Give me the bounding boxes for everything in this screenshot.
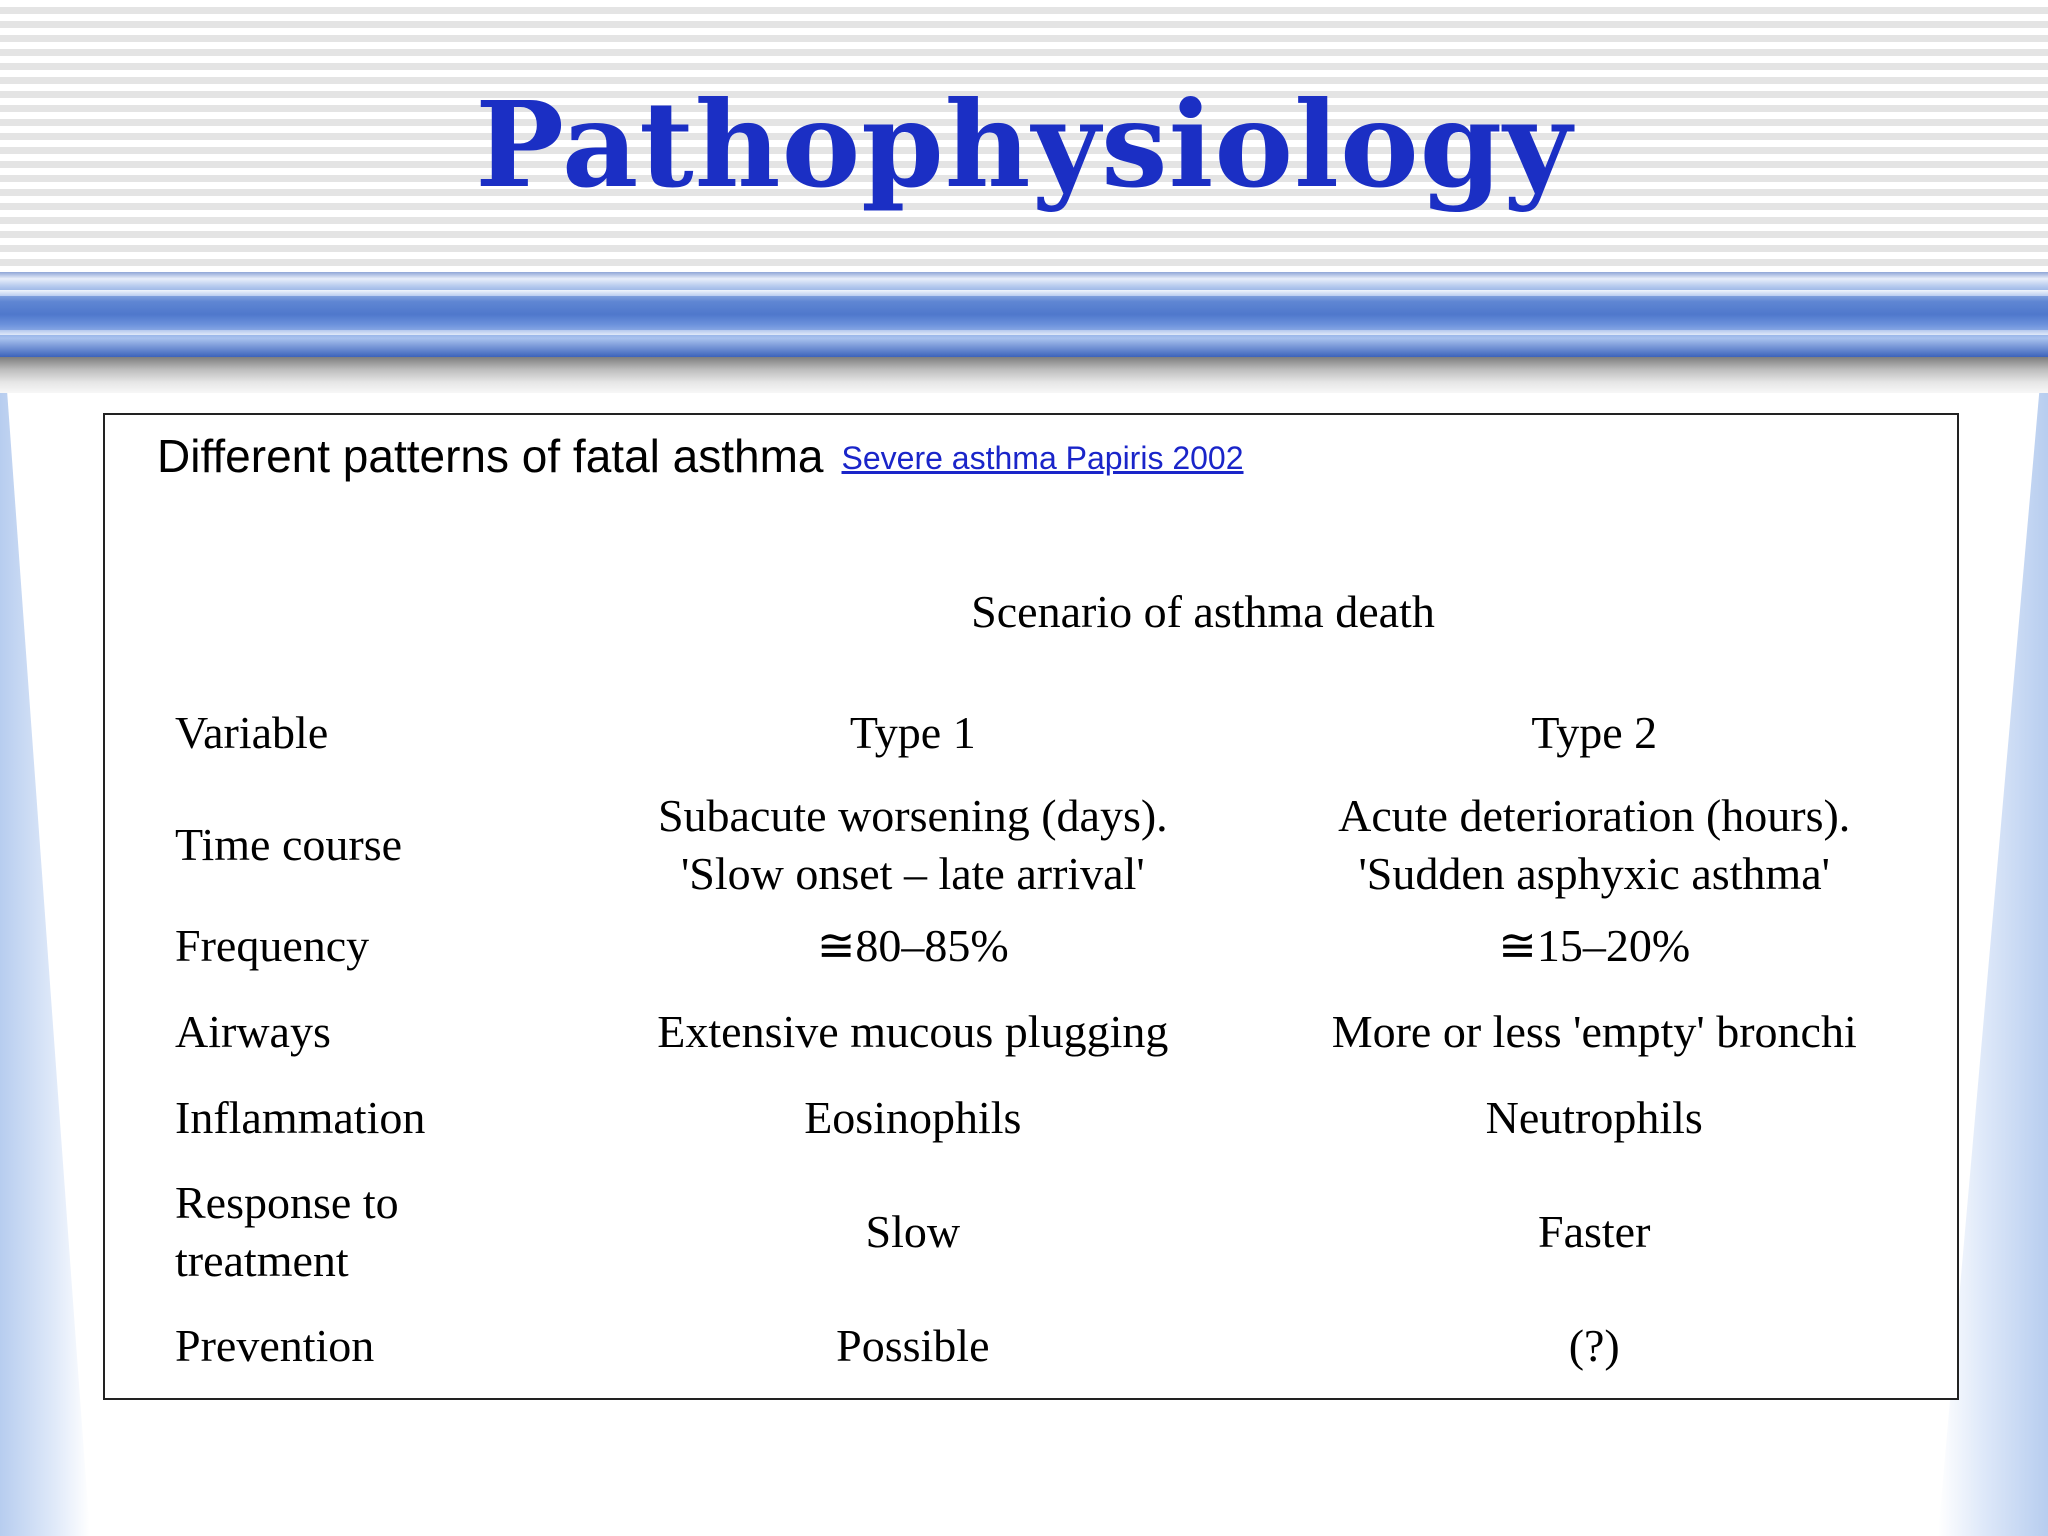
cell-line: treatment <box>175 1235 349 1286</box>
scenario-header: Scenario of asthma death <box>971 586 1435 637</box>
table-row-response <box>175 1161 1935 1303</box>
cell-line: Acute deterioration (hours). <box>1338 790 1851 841</box>
cell-variable <box>175 1161 572 1303</box>
cell-type2: ≅15–20% <box>1498 920 1691 971</box>
slide-title: Pathophysiology <box>475 75 1573 214</box>
header-blue-band <box>0 272 2048 357</box>
cell-type1: Extensive mucous plugging <box>657 1006 1169 1057</box>
cell-type2: (?) <box>1568 1320 1620 1371</box>
subtitle-row <box>157 429 1244 483</box>
table-row-inflammation <box>175 1075 1935 1161</box>
table-row-time-course <box>175 787 1935 903</box>
left-decorative-wedge <box>0 393 90 1536</box>
cell-line: Subacute worsening (days). <box>657 790 1168 841</box>
cell-type1 <box>572 787 1253 903</box>
cell-line: 'Slow onset – late arrival' <box>680 848 1145 899</box>
subtitle: Different patterns of fatal asthma <box>157 430 824 482</box>
table-row-prevention <box>175 1303 1935 1389</box>
table-row-frequency <box>175 903 1935 989</box>
header-gray-band <box>0 357 2048 393</box>
cell-variable: Frequency <box>175 920 370 971</box>
reference-link[interactable]: Severe asthma Papiris 2002 <box>841 440 1244 476</box>
cell-variable: Time course <box>175 819 403 870</box>
cell-type1: ≅80–85% <box>816 920 1009 971</box>
table-header-row <box>175 679 1935 787</box>
cell-variable: Airways <box>175 1006 331 1057</box>
header-type1: Type 1 <box>849 707 976 758</box>
asthma-patterns-table <box>175 679 1935 1389</box>
cell-type2: More or less 'empty' bronchi <box>1331 1006 1857 1057</box>
cell-variable: Prevention <box>175 1320 375 1371</box>
cell-line: Response to <box>175 1177 399 1228</box>
cell-type1: Possible <box>836 1320 990 1371</box>
cell-type2: Neutrophils <box>1485 1092 1703 1143</box>
cell-line: 'Sudden asphyxic asthma' <box>1358 848 1830 899</box>
cell-type2: Faster <box>1538 1206 1651 1257</box>
cell-type2 <box>1253 787 1935 903</box>
header-type2: Type 2 <box>1531 707 1658 758</box>
cell-type1: Eosinophils <box>804 1092 1022 1143</box>
cell-variable: Inflammation <box>175 1092 426 1143</box>
table-row-airways <box>175 989 1935 1075</box>
content-box <box>103 413 1959 1400</box>
header-variable: Variable <box>175 707 329 758</box>
cell-type1: Slow <box>865 1206 961 1257</box>
